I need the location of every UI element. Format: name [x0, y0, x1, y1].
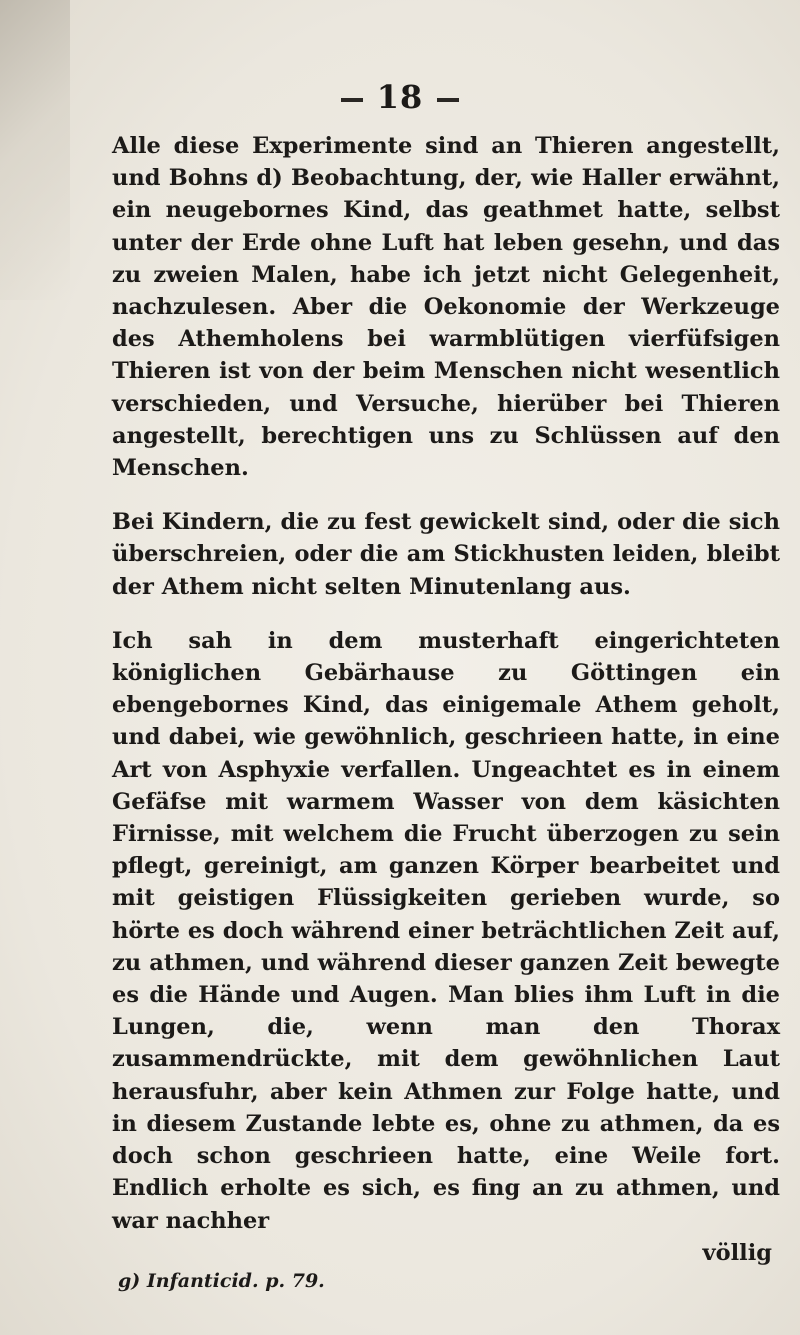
paragraph-1: Alle diese Experimente sind an Thieren angestellt, und Bohns d) Beobachtung, der, wie Haller erwähnt, ein neugebornes Kind, das geathmet hatte, selbst unter der Erde ohne Luft hat leben gesehn, und das zu zweien Malen, habe ich jetzt nicht Gelegenheit, nachzulesen. Aber die Oekonomie der Werkzeuge des Athemholens bei warmblütigen vierfüfsigen Thieren ist von der beim Menschen nicht wesentlich verschieden, und Versuche, hierüber bei Thieren angestellt, berechtigen uns zu Schlüssen auf den Menschen. [112, 133, 780, 482]
footnote-source: Infanticid. [146, 1270, 259, 1292]
body-text [112, 130, 780, 1269]
header-dash-right [437, 98, 459, 102]
page-number: 18 [376, 78, 424, 116]
header-dash-left [341, 98, 363, 102]
footnote-page: p. 79. [265, 1270, 325, 1292]
footnote [118, 1270, 325, 1292]
paragraph-2: Bei Kindern, die zu fest gewickelt sind, oder die sich überschreien, oder die am Stickhusten leiden, bleibt der Athem nicht selten Minutenlang aus. [112, 509, 780, 600]
paragraph-3: Ich sah in dem musterhaft eingerichteten königlichen Gebärhause zu Göttingen ein ebengebornes Kind, das einigemale Athem geholt, und dabei, wie gewöhnlich, geschrieen hatte, in eine Art von Asphyxie verfallen. Ungeachtet es in einem Gefäfse mit warmem Wasser von dem käsichten Firnisse, mit welchem die Frucht überzogen zu sein pflegt, gereinigt, am ganzen Körper bearbeitet und mit geistigen Flüssigkeiten gerieben wurde, so hörte es doch während einer beträchtlichen Zeit auf, zu athmen, und während dieser ganzen Zeit bewegte es die Hände und Augen. Man blies ihm Luft in die Lungen, die, wenn man den Thorax zusammendrückte, mit dem gewöhnlichen Laut herausfuhr, aber kein Athmen zur Folge hatte, und in diesem Zustande lebte es, ohne zu athmen, da es doch schon geschrieen hatte, eine Weile fort. Endlich erholte es sich, es fing an zu athmen, und war nachher [112, 627, 780, 1234]
catchword: völlig [702, 1239, 772, 1266]
page-shadow-edge [0, 0, 70, 300]
page-header [0, 78, 800, 116]
footnote-marker: g) [118, 1270, 141, 1292]
